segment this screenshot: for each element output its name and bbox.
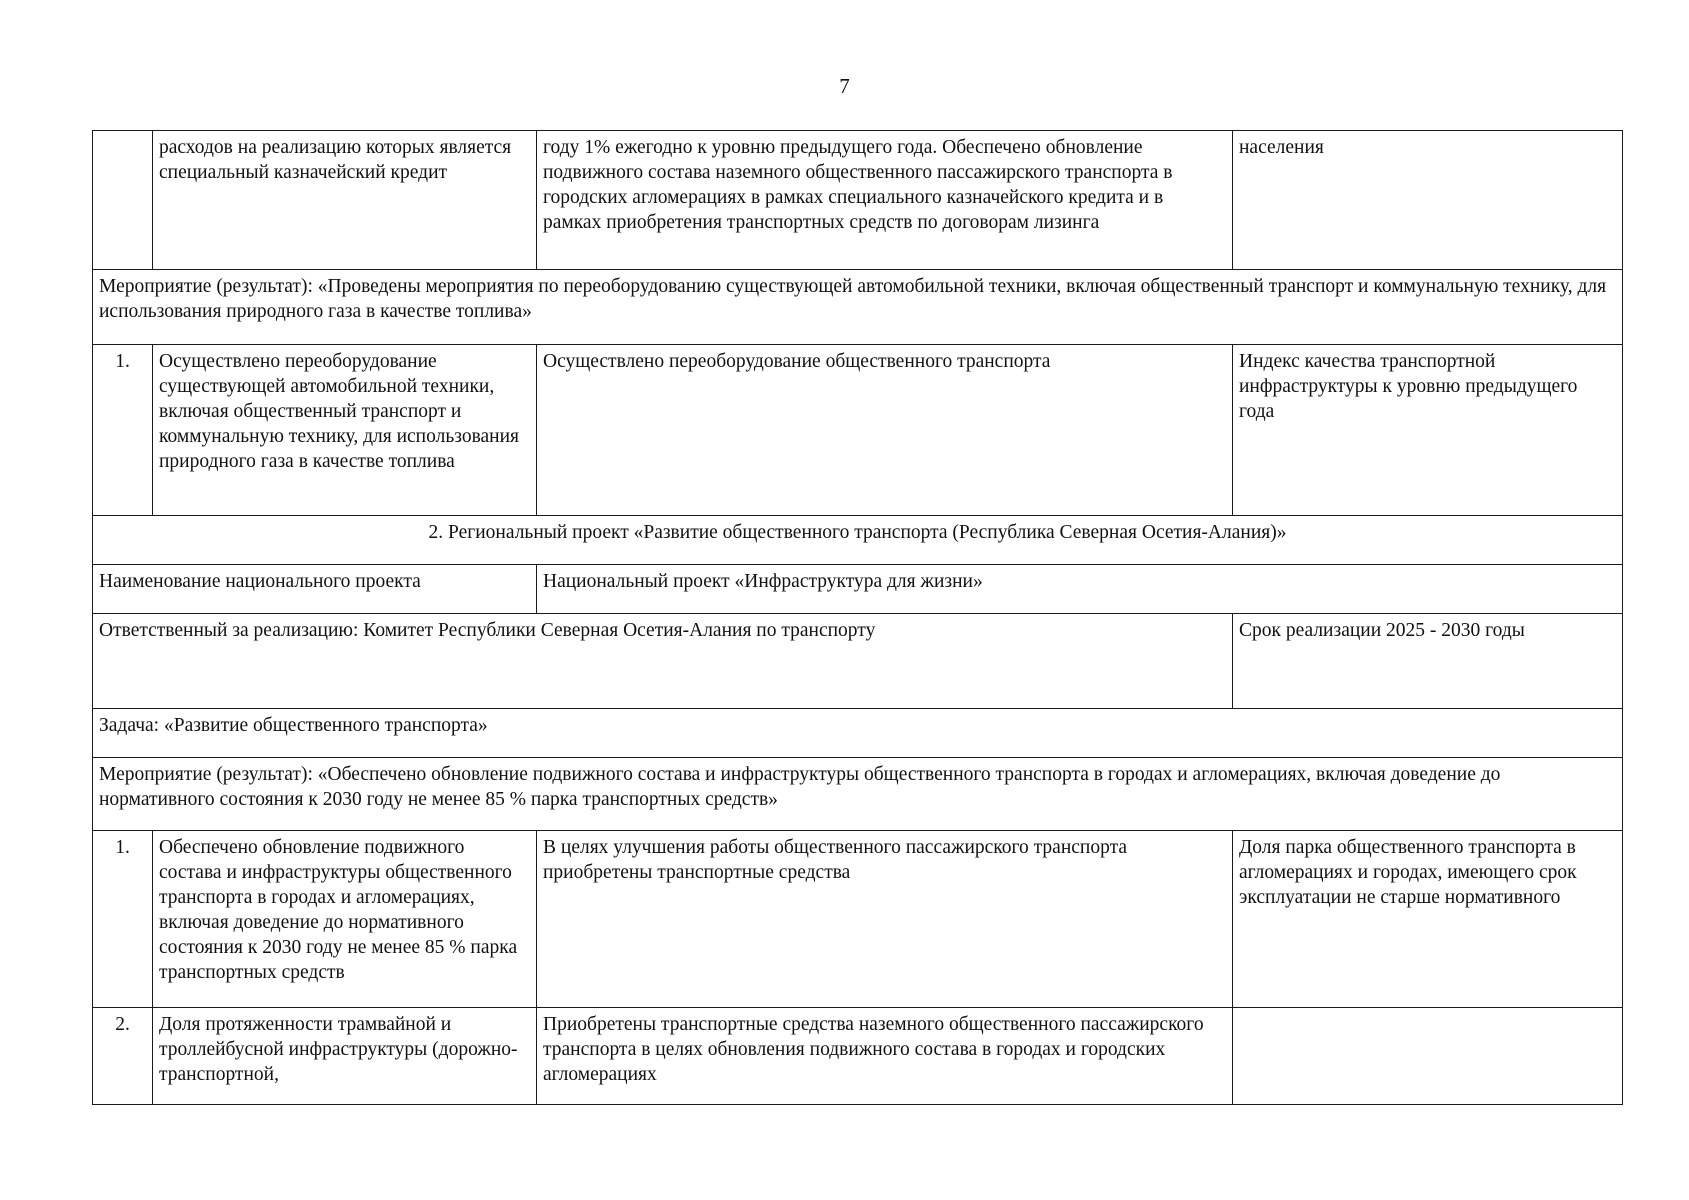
result-description-cell: В целях улучшения работы общественного пассажирского транспорта приобретены транспортные средства [537, 831, 1233, 1008]
result-name-cell: расходов на реализацию которых является специальный казначейский кредит [153, 131, 537, 270]
national-project-value: Национальный проект «Инфраструктура для жизни» [537, 565, 1623, 614]
result-name-cell: Обеспечено обновление подвижного состава и инфраструктуры общественного транспорта в городах и агломерациях, включая доведение до нормативного состояния к 2030 году не менее 85 % парка транспортных средств [153, 831, 537, 1008]
row-number-cell [93, 131, 153, 270]
row-number-cell: 1. [93, 345, 153, 516]
table-row [93, 131, 1623, 270]
result-description-cell: году 1% ежегодно к уровню предыдущего года. Обеспечено обновление подвижного состава наземного общественного пассажирского транспорта в городских агломерациях в рамках специального казначейского кредита и в рамках приобретения транспортных средств по договорам лизинга [537, 131, 1233, 270]
event-heading: Мероприятие (результат): «Обеспечено обновление подвижного состава и инфраструктуры общественного транспорта в городах и агломерациях, включая доведение до нормативного состояния к 2030 году не менее 85 % парка транспортных средств» [93, 758, 1623, 831]
table-row [93, 1008, 1623, 1105]
project-title: 2. Региональный проект «Развитие общественного транспорта (Республика Северная Осетия-Алания)» [93, 516, 1623, 565]
national-project-row [93, 565, 1623, 614]
event-row [93, 270, 1623, 345]
national-project-label: Наименование национального проекта [93, 565, 537, 614]
event-row [93, 758, 1623, 831]
table-row [93, 345, 1623, 516]
indicator-cell [1233, 1008, 1623, 1105]
task-row [93, 709, 1623, 758]
implementation-term: Срок реализации 2025 - 2030 годы [1233, 614, 1623, 709]
row-number-cell: 2. [93, 1008, 153, 1105]
indicator-cell: Доля парка общественного транспорта в агломерациях и городах, имеющего срок эксплуатации не старше нормативного [1233, 831, 1623, 1008]
table-row [93, 831, 1623, 1008]
indicator-cell: Индекс качества транспортной инфраструктуры к уровню предыдущего года [1233, 345, 1623, 516]
row-number-cell: 1. [93, 831, 153, 1008]
project-title-row [93, 516, 1623, 565]
responsible-row [93, 614, 1623, 709]
responsible-text: Ответственный за реализацию: Комитет Республики Северная Осетия-Алания по транспорту [93, 614, 1233, 709]
project-table [92, 130, 1623, 1105]
result-name-cell: Доля протяженности трамвайной и троллейбусной инфраструктуры (дорожно-транспортной, [153, 1008, 537, 1105]
result-name-cell: Осуществлено переоборудование существующей автомобильной техники, включая общественный транспорт и коммунальную технику, для использования природного газа в качестве топлива [153, 345, 537, 516]
page-number: 7 [839, 74, 850, 98]
result-description-cell: Приобретены транспортные средства наземного общественного пассажирского транспорта в целях обновления подвижного состава в городах и городских агломерациях [537, 1008, 1233, 1105]
result-description-cell: Осуществлено переоборудование общественного транспорта [537, 345, 1233, 516]
indicator-cell: населения [1233, 131, 1623, 270]
task-heading: Задача: «Развитие общественного транспорта» [93, 709, 1623, 758]
event-heading: Мероприятие (результат): «Проведены мероприятия по переоборудованию существующей автомобильной техники, включая общественный транспорт и коммунальную технику, для использования природного газа в качестве топлива» [93, 270, 1623, 345]
